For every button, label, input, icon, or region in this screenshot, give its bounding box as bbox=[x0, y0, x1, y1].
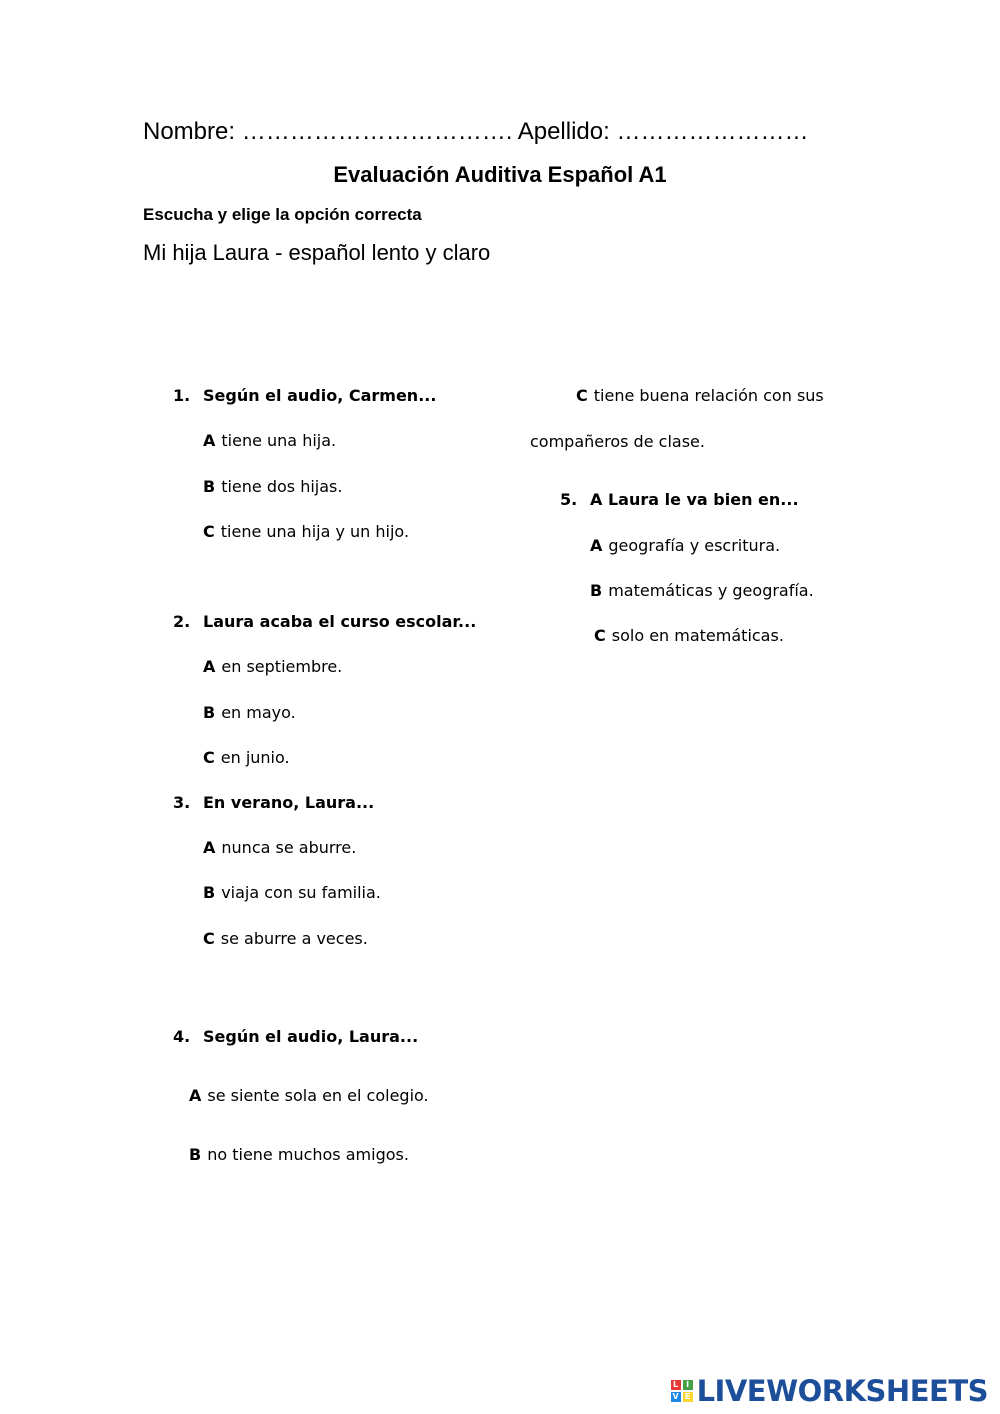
question-4-text: Según el audio, Laura... bbox=[203, 1027, 419, 1046]
question-5-text: A Laura le va bien en... bbox=[590, 490, 799, 509]
question-1-text: Según el audio, Carmen... bbox=[203, 386, 437, 405]
instruction: Escucha y elige la opción correcta bbox=[143, 205, 422, 224]
question-1-option-c[interactable]: C tiene una hija y un hijo. bbox=[203, 522, 410, 541]
subtitle: Mi hija Laura - español lento y claro bbox=[143, 240, 491, 265]
question-2-option-a[interactable]: A en septiembre. bbox=[203, 657, 343, 676]
name-surname-line: Nombre: ……………………………. Apellido: …………………… bbox=[143, 118, 809, 145]
question-2-text: Laura acaba el curso escolar... bbox=[203, 612, 477, 631]
question-2-option-c[interactable]: C en junio. bbox=[203, 748, 290, 767]
question-3-option-b[interactable]: B viaja con su familia. bbox=[203, 883, 381, 902]
question-4-option-c-continuation[interactable]: compañeros de clase. bbox=[530, 432, 705, 451]
question-3-option-c[interactable]: C se aburre a veces. bbox=[203, 929, 368, 948]
question-3-option-a[interactable]: A nunca se aburre. bbox=[203, 838, 357, 857]
question-1: 1. Según el audio, Carmen... bbox=[173, 386, 437, 405]
question-1-option-a[interactable]: A tiene una hija. bbox=[203, 431, 337, 450]
question-4-option-a[interactable]: A se siente sola en el colegio. bbox=[189, 1086, 429, 1105]
question-4-option-b[interactable]: B no tiene muchos amigos. bbox=[189, 1145, 409, 1164]
question-5-option-b[interactable]: B matemáticas y geografía. bbox=[590, 581, 814, 600]
question-4: 4. Según el audio, Laura... bbox=[173, 1027, 419, 1046]
question-2-option-b[interactable]: B en mayo. bbox=[203, 703, 296, 722]
page-title: Evaluación Auditiva Español A1 bbox=[333, 162, 667, 187]
question-3-text: En verano, Laura... bbox=[203, 793, 375, 812]
logo-text: LIVEWORKSHEETS bbox=[696, 1374, 988, 1408]
question-3: 3. En verano, Laura... bbox=[173, 793, 375, 812]
liveworksheets-logo bbox=[671, 1374, 988, 1408]
question-1-option-b[interactable]: B tiene dos hijas. bbox=[203, 477, 343, 496]
question-2: 2. Laura acaba el curso escolar... bbox=[173, 612, 477, 631]
question-5-option-a[interactable]: A geografía y escritura. bbox=[590, 536, 781, 555]
question-5-option-c[interactable]: C solo en matemáticas. bbox=[594, 626, 784, 645]
question-4-option-c[interactable]: C tiene buena relación con sus bbox=[576, 386, 824, 405]
question-5: 5. A Laura le va bien en... bbox=[560, 490, 799, 509]
logo-mark-icon: L I V E bbox=[671, 1380, 693, 1402]
